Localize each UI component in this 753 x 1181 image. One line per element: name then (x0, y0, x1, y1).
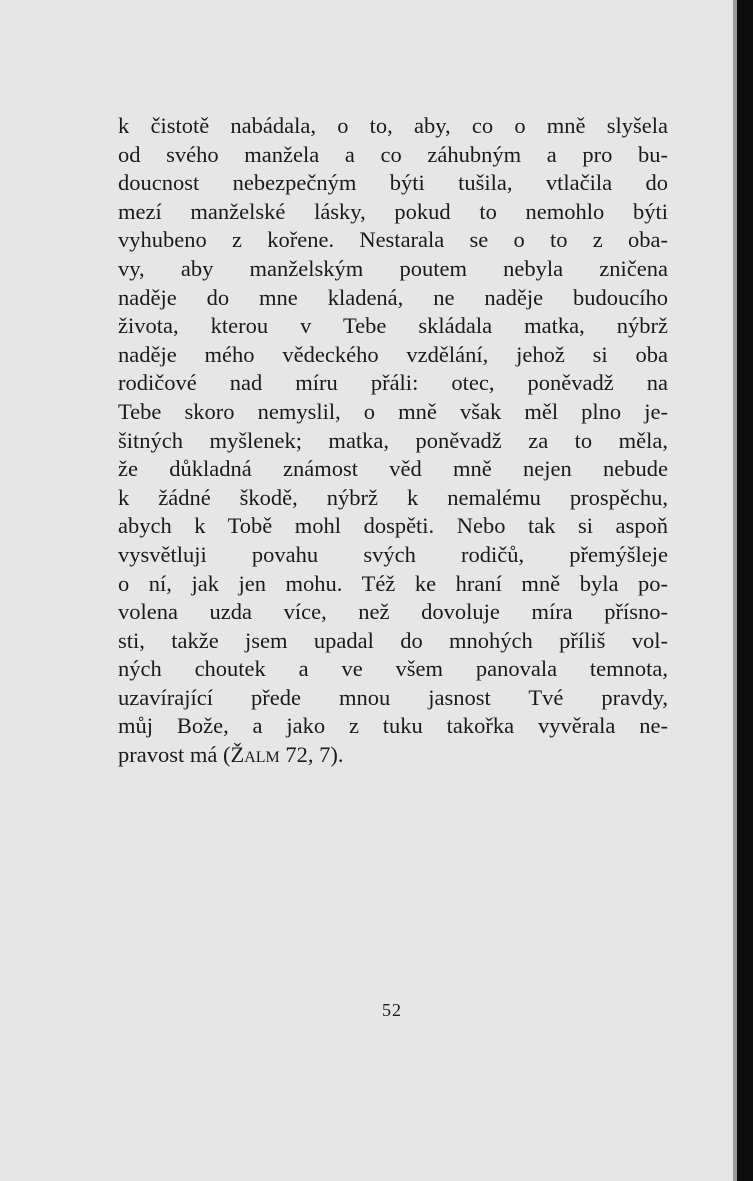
text-line: rodičové nad míru přáli: otec, poněvadž na (118, 370, 668, 396)
body-text (118, 112, 668, 770)
text-line: můj Bože, a jako z tuku takořka vyvěrala ne- (118, 713, 668, 739)
page-number: 52 (382, 1000, 402, 1020)
citation-reference: 72, 7). (279, 742, 344, 768)
book-edge (737, 0, 753, 1181)
text-line: o ní, jak jen mohu. Též ke hraní mně byla po- (118, 570, 668, 596)
text-line: naděje mého vědeckého vzdělání, jehož si oba (118, 341, 668, 367)
text-line: abych k Tobě mohl dospěti. Nebo tak si aspoň (118, 513, 668, 539)
text-line: mezí manželské lásky, pokud to nemohlo býti (118, 198, 668, 224)
text-line: ných choutek a ve všem panovala temnota, (118, 656, 668, 682)
text-line: sti, takže jsem upadal do mnohých příliš vol- (118, 627, 668, 653)
text-line: od svého manžela a co záhubným a pro bu- (118, 141, 668, 167)
text-line: vysvětluji povahu svých rodičů, přemýšleje (118, 541, 668, 567)
text-line: uzavírající přede mnou jasnost Tvé pravdy, (118, 684, 668, 710)
text-line: doucnost nebezpečným býti tušila, vtlačila do (118, 170, 668, 196)
text-line: života, kterou v Tebe skládala matka, nýbrž (118, 313, 668, 339)
text-line-last (118, 741, 668, 770)
text-line: vy, aby manželským poutem nebyla zničena (118, 255, 668, 281)
psalm-citation: Žalm (230, 742, 280, 768)
text-line: k čistotě nabádala, o to, aby, co o mně slyšela (118, 113, 668, 138)
text-line: že důkladná známost věd mně nejen nebude (118, 456, 668, 482)
text-line: vyhubeno z kořene. Nestarala se o to z oba- (118, 227, 668, 253)
text-line: Tebe skoro nemyslil, o mně však měl plno je- (118, 398, 668, 424)
text-line: k žádné škodě, nýbrž k nemalému prospěchu, (118, 484, 668, 510)
text-line: šitných myšlenek; matka, poněvadž za to měla, (118, 427, 668, 453)
last-line-text: pravost má ( (118, 742, 231, 768)
text-line: naděje do mne kladená, ne naděje budoucího (118, 284, 668, 310)
text-line: volena uzda více, než dovoluje míra přísno- (118, 599, 668, 625)
